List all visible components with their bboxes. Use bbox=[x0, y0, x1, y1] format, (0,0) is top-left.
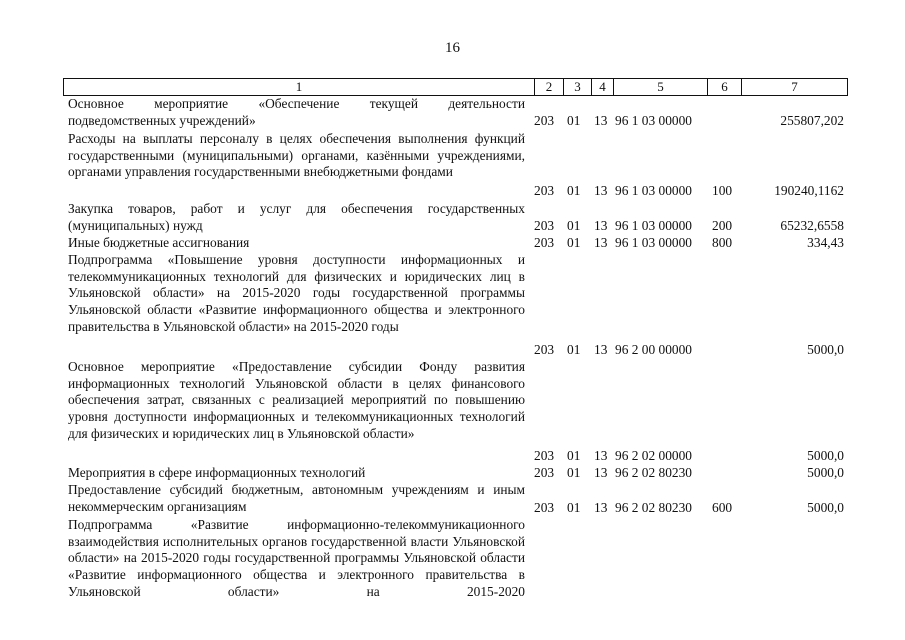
row-description: Основное мероприятие «Предоставление субсидии Фонду развития информационных технологий Ульяновской области в целях финансового обеспечения затрат, связанных с реализацией мероприятий по повышению уровня доступности информационных и телекоммуникационных технологий для физических и юридических лиц в Ульяновской области» bbox=[68, 359, 525, 441]
row-col-4: 13 bbox=[594, 448, 608, 463]
row-col-2: 203 bbox=[534, 342, 555, 357]
row-col-2: 203 bbox=[534, 113, 555, 128]
row-col-4: 13 bbox=[594, 218, 608, 233]
row-col-5: 96 2 02 00000 bbox=[615, 448, 692, 463]
page-number: 16 bbox=[445, 40, 460, 56]
table-header bbox=[63, 78, 848, 96]
row-col-2: 203 bbox=[534, 183, 555, 198]
row-col-3: 01 bbox=[567, 342, 581, 357]
row-col-4: 13 bbox=[594, 500, 608, 515]
header-col-2: 2 bbox=[534, 79, 563, 95]
row-col-5: 96 1 03 00000 bbox=[615, 218, 692, 233]
row-description: Подпрограмма «Развитие информационно-телекоммуникационного взаимодействия исполнительных органов государственной власти Ульяновской области» на 2015-2020 годы государственной программы Ульяновской области «Развитие информационного общества и электронного правительства в Ульяновской области» на 2015-2020 bbox=[68, 517, 525, 599]
row-description: Подпрограмма «Повышение уровня доступности информационных и телекоммуникационных технологий для физических и юридических лиц в Ульяновской области» на 2015-2020 годы государственной программы Ульяновской области «Развитие информационного общества и электронного правительства в Ульяновской области» на 2015-2020 годы bbox=[68, 252, 525, 334]
row-description: Мероприятия в сфере информационных технологий bbox=[68, 465, 366, 480]
row-col-7: 334,43 bbox=[807, 235, 844, 250]
row-description: Предоставление субсидий бюджетным, автономным учреждениям и иным некоммерческим организациям bbox=[68, 482, 525, 514]
header-col-7: 7 bbox=[741, 79, 847, 95]
header-col-5: 5 bbox=[613, 79, 707, 95]
row-col-3: 01 bbox=[567, 183, 581, 198]
row-col-5: 96 2 00 00000 bbox=[615, 342, 692, 357]
row-col-3: 01 bbox=[567, 500, 581, 515]
row-col-7: 190240,1162 bbox=[774, 183, 844, 198]
row-col-4: 13 bbox=[594, 342, 608, 357]
row-col-7: 5000,0 bbox=[807, 448, 844, 463]
row-col-7: 5000,0 bbox=[807, 342, 844, 357]
header-col-1: 1 bbox=[295, 79, 303, 94]
header-col-6: 6 bbox=[707, 79, 741, 95]
header-col-4: 4 bbox=[591, 79, 613, 95]
row-col-4: 13 bbox=[594, 235, 608, 250]
row-col-2: 203 bbox=[534, 448, 555, 463]
row-col-4: 13 bbox=[594, 183, 608, 198]
row-col-6: 800 bbox=[712, 235, 733, 250]
row-col-5: 96 2 02 80230 bbox=[615, 500, 692, 515]
row-col-2: 203 bbox=[534, 218, 555, 233]
row-col-2: 203 bbox=[534, 235, 555, 250]
row-col-7: 65232,6558 bbox=[780, 218, 844, 233]
row-col-6: 600 bbox=[712, 500, 733, 515]
row-col-3: 01 bbox=[567, 448, 581, 463]
row-col-3: 01 bbox=[567, 113, 581, 128]
row-col-7: 255807,202 bbox=[780, 113, 844, 128]
row-col-7: 5000,0 bbox=[807, 500, 844, 515]
row-description: Закупка товаров, работ и услуг для обеспечения государственных (муниципальных) нужд bbox=[68, 201, 525, 233]
row-description: Иные бюджетные ассигнования bbox=[68, 235, 250, 250]
row-col-3: 01 bbox=[567, 218, 581, 233]
row-col-3: 01 bbox=[567, 465, 581, 480]
row-col-6: 200 bbox=[712, 218, 733, 233]
row-col-5: 96 2 02 80230 bbox=[615, 465, 692, 480]
row-col-3: 01 bbox=[567, 235, 581, 250]
row-col-4: 13 bbox=[594, 465, 608, 480]
row-col-5: 96 1 03 00000 bbox=[615, 235, 692, 250]
row-description: Основное мероприятие «Обеспечение текущей деятельности подведомственных учреждений» bbox=[68, 96, 525, 128]
row-col-5: 96 1 03 00000 bbox=[615, 183, 692, 198]
row-col-4: 13 bbox=[594, 113, 608, 128]
row-col-2: 203 bbox=[534, 500, 555, 515]
row-col-2: 203 bbox=[534, 465, 555, 480]
row-col-6: 100 bbox=[712, 183, 733, 198]
row-col-5: 96 1 03 00000 bbox=[615, 113, 692, 128]
row-col-7: 5000,0 bbox=[807, 465, 844, 480]
header-col-3: 3 bbox=[563, 79, 591, 95]
row-description: Расходы на выплаты персоналу в целях обеспечения выполнения функций государственными (муниципальными) органами, казёнными учреждениями, органами управления государственными внебюджетными фондами bbox=[68, 131, 525, 180]
